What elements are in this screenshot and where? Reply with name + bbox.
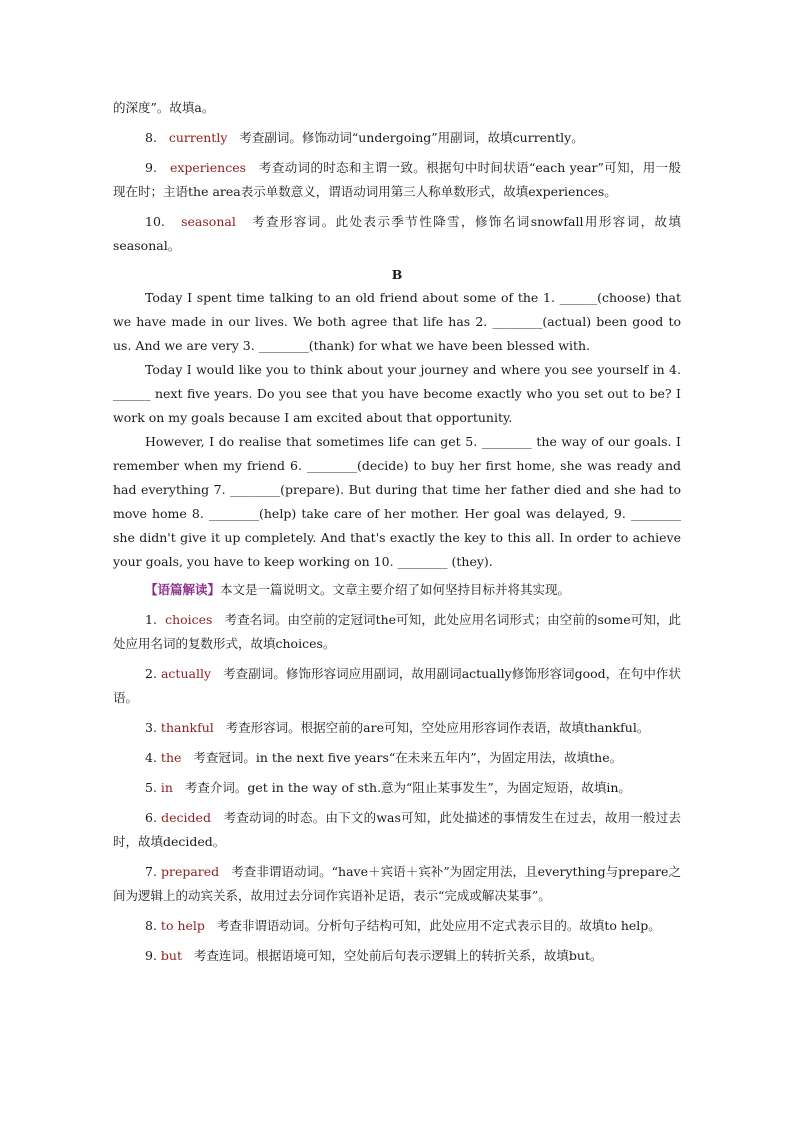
answer-item	[113, 210, 681, 258]
answer-number: 10.	[145, 214, 165, 229]
analysis-summary	[113, 578, 681, 602]
answer-word: to help	[160, 918, 205, 933]
answer-number: 6.	[145, 810, 157, 825]
answer-explanation: 考查形容词。此处表示季节性降雪，修饰名词snowfall用形容词，故填seasonal。	[113, 214, 681, 253]
answer-word: currently	[168, 130, 228, 145]
answer-word: prepared	[160, 864, 220, 879]
document-content	[113, 96, 681, 974]
answer-item	[113, 776, 681, 800]
answer-number: 9.	[145, 160, 157, 175]
answer-number: 5.	[145, 780, 157, 795]
answer-explanation: 考查非谓语动词。“have＋宾语＋宾补”为固定用法，且everything与prepare之间为逻辑上的动宾关系，故用过去分词作宾语补足语，表示“完成或解决某事”。	[113, 864, 681, 903]
answer-number: 7.	[145, 864, 157, 879]
answer-word: decided	[161, 810, 211, 825]
answer-item	[113, 944, 681, 968]
answer-explanation: 考查冠词。in the next five years“在未来五年内”，为固定用法，故填the。	[193, 750, 623, 765]
answer-item	[113, 914, 681, 938]
answer-word: seasonal	[181, 214, 236, 229]
answer-word: in	[160, 780, 173, 795]
passage	[113, 286, 681, 574]
answer-explanation: 考查副词。修饰动词“undergoing”用副词，故填currently。	[239, 130, 584, 145]
answer-explanation: 考查副词。修饰形容词应用副词，故用副词actually修饰形容词good，在句中作状语。	[113, 666, 681, 705]
passage-paragraph: Today I would like you to think about your journey and where you see yourself in 4. ______ next five years. Do you see that you have become exactly who you set out to be? I work on my goals because I am excited about that opportunity.	[113, 362, 681, 425]
answers-section-a	[113, 126, 681, 258]
answer-item	[113, 608, 681, 656]
answer-item	[113, 126, 681, 150]
answer-number: 1.	[145, 612, 157, 627]
answers-section-b	[113, 608, 681, 968]
answer-number: 4.	[145, 750, 157, 765]
section-title: B	[391, 267, 403, 282]
answer-explanation: 考查名词。由空前的定冠词the可知，此处应用名词形式；由空前的some可知，此处应用名词的复数形式，故填choices。	[113, 612, 682, 651]
answer-word: but	[160, 948, 182, 963]
analysis-text: 本文是一篇说明文。文章主要介绍了如何坚持目标并将其实现。	[220, 582, 571, 597]
answer-word: actually	[160, 666, 212, 681]
answer-explanation: 考查动词的时态。由下文的was可知，此处描述的事情发生在过去，故用一般过去时，故填decided。	[113, 810, 682, 849]
answer-number: 3.	[145, 720, 157, 735]
answer-word: experiences	[169, 160, 247, 175]
analysis-label: 【语篇解读】	[145, 582, 221, 597]
answer-item	[113, 662, 681, 710]
answer-explanation: 考查介词。get in the way of sth.意为“阻止某事发生”，为固定短语，故填in。	[184, 780, 631, 795]
answer-item	[113, 806, 681, 854]
answer-number: 2.	[145, 666, 157, 681]
answer-item	[113, 746, 681, 770]
answer-number: 8.	[145, 918, 157, 933]
answer-word: choices	[165, 612, 213, 627]
answer-item	[113, 860, 681, 908]
answer-word: thankful	[160, 720, 214, 735]
answer-explanation: 考查形容词。根据空前的are可知，空处应用形容词作表语，故填thankful。	[225, 720, 650, 735]
answer-number: 9.	[145, 948, 157, 963]
answer-word: the	[160, 750, 182, 765]
answer-explanation: 考查动词的时态和主谓一致。根据句中时间状语“each year”可知，用一般现在时；主语the area表示单数意义，谓语动词用第三人称单数形式，故填experiences。	[113, 160, 682, 199]
intro-tail: 的深度”。故填a。	[113, 100, 215, 115]
passage-paragraph: However, I do realise that sometimes life can get 5. ________ the way of our goals. I remember when my friend 6. ________(decide) to buy her first home, she was ready and had everything 7. ________(prepare). But during that time her father died and she had to move home 8. ________(help) take care of her mother. Her goal was delayed, 9. ________ she didn't give it up completely. And that's exactly the key to this all. In order to achieve your goals, you have to keep working on 10. ________ (they).	[113, 434, 681, 569]
answer-item	[113, 716, 681, 740]
answer-item	[113, 156, 681, 204]
passage-paragraph: Today I spent time talking to an old friend about some of the 1. ______(choose) that we have made in our lives. We both agree that life has 2. ________(actual) been good to us. And we are very 3. ________(thank) for what we have been blessed with.	[113, 290, 681, 353]
answer-explanation: 考查连词。根据语境可知，空处前后句表示逻辑上的转折关系，故填but。	[193, 948, 603, 963]
answer-explanation: 考查非谓语动词。分析句子结构可知，此处应用不定式表示目的。故填to help。	[216, 918, 661, 933]
answer-number: 8.	[145, 130, 157, 145]
